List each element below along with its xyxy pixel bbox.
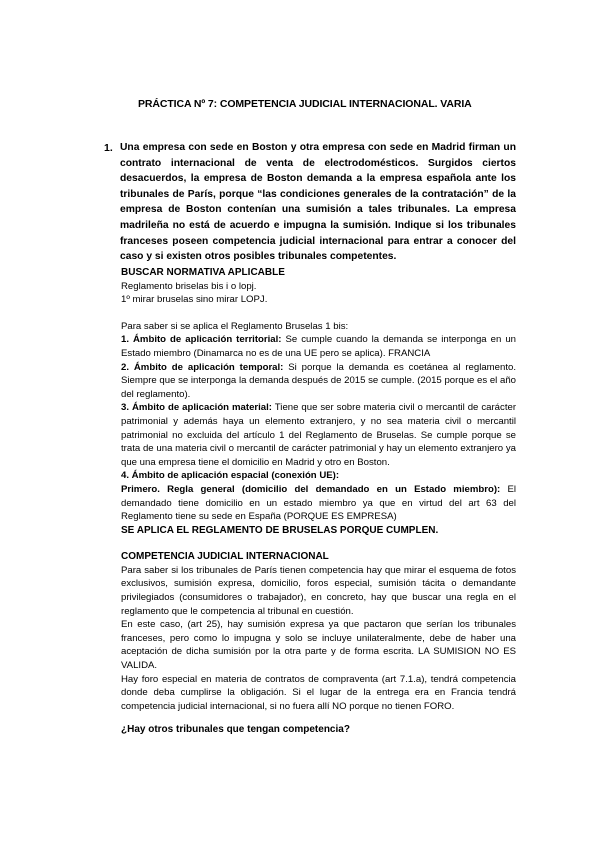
normativa-heading: BUSCAR NORMATIVA APLICABLE xyxy=(121,267,285,278)
competencia-paragraph-2: En este caso, (art 25), hay sumisión expresa ya que pactaron que serían los tribunales franceses, pero como lo impugna y solo se incluye unilateralmente, debe de haber una aceptación de dicha sumisión por la otra parte y de forma escrita. LA SUMISION NO ES VALIDA. xyxy=(121,619,516,672)
normativa-conclusion: SE APLICA EL REGLAMENTO DE BRUSELAS PORQUE CUMPLEN. xyxy=(121,524,439,536)
competencia-heading: COMPETENCIA JUDICIAL INTERNACIONAL xyxy=(121,551,329,563)
normativa-line-2: 1º mirar bruselas sino mirar LOPJ. xyxy=(121,294,268,306)
competencia-paragraph-1: Para saber si los tribunales de París tienen competencia hay que mirar el esquema de fotos exclusivos, sumisión expresa, domicilio, foros especial, sumisión tácita o demandante privilegiados (consumidores o trabajador), en concreto, hay que buscar una regla en el reglamento que le competencia al tribunal en cuestión. xyxy=(121,564,516,617)
ambito-temporal: 2. Ámbito de aplicación temporal: Si porque la demanda es coetánea al reglamento. Siempre que se interponga la demanda después de 2015 se cumple. (2015 porque es el año del reglamento). xyxy=(121,361,516,400)
ambito-territorial: 1. Ámbito de aplicación territorial: Se cumple cuando la demanda se interponga en un Estado miembro (Dinamarca no es de una UE pero se aplica). FRANCIA xyxy=(121,334,516,359)
question-text: Una empresa con sede en Boston y otra empresa con sede en Madrid firman un contrato internacional de venta de electrodomésticos. Surgidos ciertos desacuerdos, la empresa de Boston demanda a la empresa española ante los tribunales de París, porque “las condiciones generales de la contratación” de la empresa de Boston contenían una sumisión a tales tribunales. La empresa madrileña no está de acuerdo e impugna la sumisión. Indique si los tribunales franceses poseen competencia judicial internacional para entrar a conocer del caso y si existen otros posibles tribunales competentes. xyxy=(120,142,516,263)
ambito-espacial: 4. Ámbito de aplicación espacial (conexión UE): xyxy=(121,470,340,482)
normativa-line-1: Reglamento briselas bis i o lopj. xyxy=(121,280,257,292)
regla-general: Primero. Regla general (domicilio del demandado en un Estado miembro): El demandado tiene domicilio en un estado miembro ya que en virtud del art 63 del Reglamento tiene su sede en España (PORQUE ES EMPRESA) xyxy=(121,483,516,523)
answer-body xyxy=(121,266,516,737)
ambito-material: 3. Ámbito de aplicación material: Tiene que ser sobre materia civil o mercantil de carácter patrimonial y además haya un elemento extranjero, y no sea materia civil o mercantil patrimonial no excluida del artículo 1 del Reglamento de Bruselas. Se cumple porque se trata de una materia civil o mercantil de carácter patrimonial y hay un elemento extranjero ya que una empresa tiene el domicilio en Madrid y otro en Boston. xyxy=(121,402,517,468)
normativa-intro: Para saber si se aplica el Reglamento Bruselas 1 bis: xyxy=(121,320,349,332)
closing-question: ¿Hay otros tribunales que tengan competencia? xyxy=(121,724,350,736)
question-number: 1. xyxy=(104,142,113,154)
competencia-paragraph-3: Hay foro especial en materia de contratos de compraventa (art 7.1.a), tendrá competencia donde deba cumplirse la obligación. Si el lugar de la entrega era en Francia tendrá competencia judicial internacional, si no fuera allí NO porque no tienen FORO. xyxy=(121,673,516,712)
document-title: PRÁCTICA Nº 7: COMPETENCIA JUDICIAL INTERNACIONAL. VARIA xyxy=(138,98,472,110)
